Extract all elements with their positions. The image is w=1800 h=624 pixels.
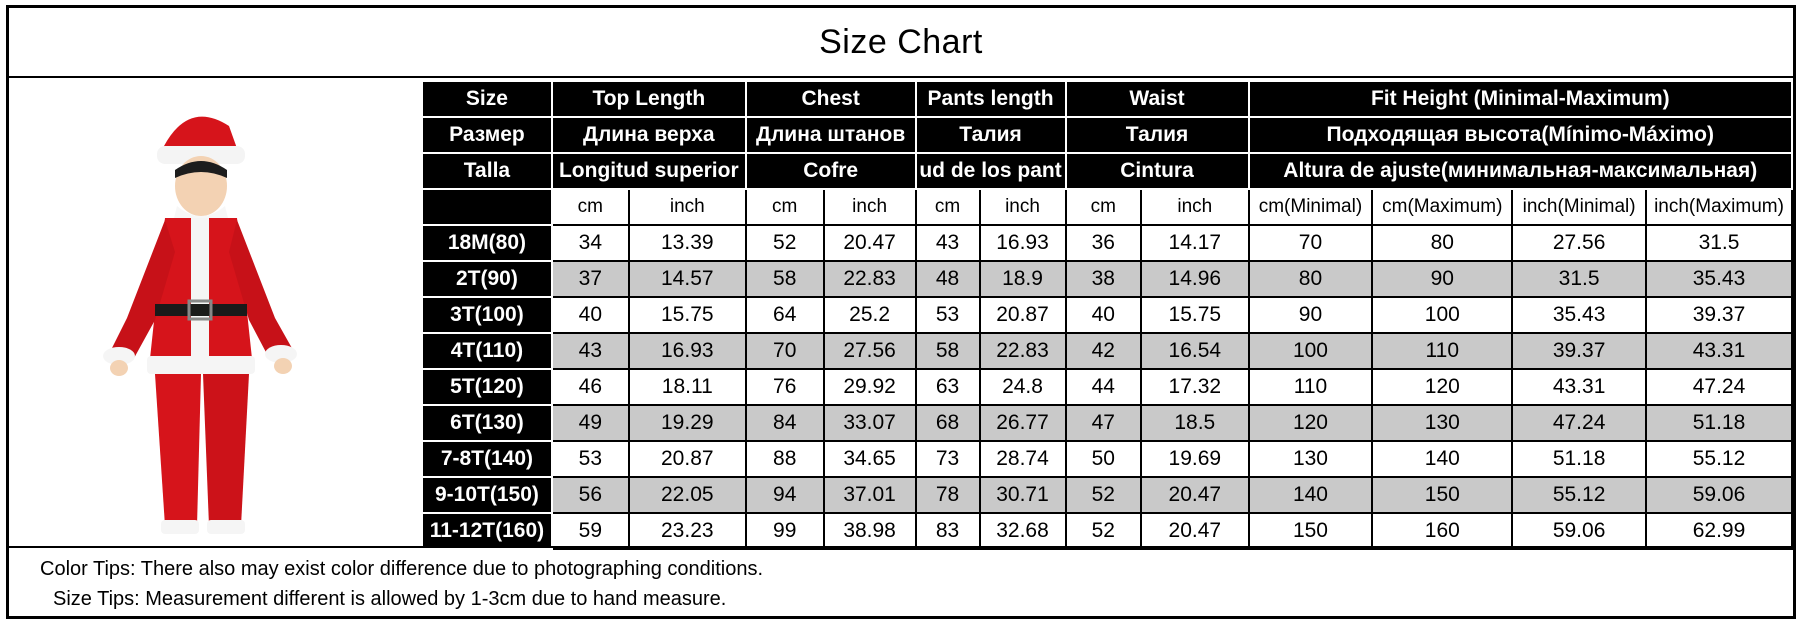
table-cell: 49 bbox=[552, 405, 629, 441]
unit-cell: inch bbox=[824, 189, 916, 225]
table-row bbox=[422, 441, 1792, 477]
table-cell: 43.31 bbox=[1512, 369, 1646, 405]
table-cell: 110 bbox=[1372, 333, 1512, 369]
unit-cell: inch bbox=[1141, 189, 1249, 225]
table-row bbox=[422, 477, 1792, 513]
table-cell: 51.18 bbox=[1512, 441, 1646, 477]
header-row-russian bbox=[422, 117, 1792, 153]
table-cell: 62.99 bbox=[1646, 513, 1792, 549]
unit-cell: cm(Maximum) bbox=[1372, 189, 1512, 225]
table-cell: 39.37 bbox=[1646, 297, 1792, 333]
table-cell: 100 bbox=[1372, 297, 1512, 333]
size-table bbox=[421, 80, 1793, 550]
table-cell: 120 bbox=[1372, 369, 1512, 405]
table-cell: 34 bbox=[552, 225, 629, 261]
header-top-length: Top Length bbox=[552, 81, 746, 117]
table-cell: 16.93 bbox=[980, 225, 1066, 261]
size-tip: Size Tips: Measurement different is allowed by 1-3cm due to hand measure. bbox=[53, 588, 727, 610]
table-cell: 20.47 bbox=[1141, 477, 1249, 513]
tips-footer bbox=[9, 546, 1793, 616]
table-cell: 13.39 bbox=[629, 225, 746, 261]
table-cell: 23.23 bbox=[629, 513, 746, 549]
table-cell: 20.47 bbox=[824, 225, 916, 261]
table-cell: 150 bbox=[1249, 513, 1373, 549]
table-cell: 39.37 bbox=[1512, 333, 1646, 369]
table-cell: 31.5 bbox=[1512, 261, 1646, 297]
table-cell: 43.31 bbox=[1646, 333, 1792, 369]
table-row bbox=[422, 513, 1792, 549]
table-cell: 84 bbox=[746, 405, 824, 441]
table-cell: 14.57 bbox=[629, 261, 746, 297]
header-waist: Waist bbox=[1066, 81, 1249, 117]
table-cell: 42 bbox=[1066, 333, 1142, 369]
table-row bbox=[422, 405, 1792, 441]
table-cell: 110 bbox=[1249, 369, 1373, 405]
table-cell: 31.5 bbox=[1646, 225, 1792, 261]
table-cell: 59 bbox=[552, 513, 629, 549]
table-cell: 25.2 bbox=[824, 297, 916, 333]
header-chest: Cofre bbox=[746, 153, 916, 189]
table-cell: 120 bbox=[1249, 405, 1373, 441]
table-cell: 32.68 bbox=[980, 513, 1066, 549]
table-cell: 37.01 bbox=[824, 477, 916, 513]
table-cell: 90 bbox=[1249, 297, 1373, 333]
table-cell: 78 bbox=[916, 477, 980, 513]
unit-cell: inch(Minimal) bbox=[1512, 189, 1646, 225]
size-label: 9-10T(150) bbox=[422, 477, 552, 513]
table-cell: 19.69 bbox=[1141, 441, 1249, 477]
page-title: Size Chart bbox=[9, 8, 1793, 78]
table-cell: 70 bbox=[1249, 225, 1373, 261]
table-cell: 18.5 bbox=[1141, 405, 1249, 441]
table-cell: 83 bbox=[916, 513, 980, 549]
units-row bbox=[422, 189, 1792, 225]
table-cell: 150 bbox=[1372, 477, 1512, 513]
table-cell: 14.17 bbox=[1141, 225, 1249, 261]
table-cell: 58 bbox=[916, 333, 980, 369]
table-row bbox=[422, 297, 1792, 333]
table-cell: 26.77 bbox=[980, 405, 1066, 441]
size-chart-frame bbox=[6, 5, 1796, 619]
size-label: 3T(100) bbox=[422, 297, 552, 333]
table-cell: 52 bbox=[1066, 513, 1142, 549]
table-cell: 22.83 bbox=[980, 333, 1066, 369]
table-cell: 56 bbox=[552, 477, 629, 513]
table-cell: 34.65 bbox=[824, 441, 916, 477]
size-label: 2T(90) bbox=[422, 261, 552, 297]
unit-cell: cm bbox=[552, 189, 629, 225]
size-label: 11-12T(160) bbox=[422, 513, 552, 549]
table-cell: 43 bbox=[916, 225, 980, 261]
unit-cell: inch bbox=[980, 189, 1066, 225]
header-top-length: Longitud superior bbox=[552, 153, 746, 189]
table-cell: 90 bbox=[1372, 261, 1512, 297]
table-cell: 73 bbox=[916, 441, 980, 477]
table-cell: 100 bbox=[1249, 333, 1373, 369]
table-cell: 76 bbox=[746, 369, 824, 405]
unit-cell: cm bbox=[746, 189, 824, 225]
table-cell: 43 bbox=[552, 333, 629, 369]
header-waist: Талия bbox=[1066, 117, 1249, 153]
unit-cell: cm bbox=[1066, 189, 1142, 225]
header-row-english bbox=[422, 81, 1792, 117]
size-label: 5T(120) bbox=[422, 369, 552, 405]
table-cell: 44 bbox=[1066, 369, 1142, 405]
table-cell: 52 bbox=[746, 225, 824, 261]
table-cell: 37 bbox=[552, 261, 629, 297]
table-row bbox=[422, 261, 1792, 297]
header-pants-length: Талия bbox=[916, 117, 1066, 153]
table-cell: 47.24 bbox=[1646, 369, 1792, 405]
table-cell: 15.75 bbox=[1141, 297, 1249, 333]
table-cell: 59.06 bbox=[1646, 477, 1792, 513]
unit-cell: inch(Maximum) bbox=[1646, 189, 1792, 225]
table-cell: 70 bbox=[746, 333, 824, 369]
header-pants-length: ud de los pant bbox=[916, 153, 1066, 189]
table-cell: 20.87 bbox=[980, 297, 1066, 333]
header-fit-height: Fit Height (Minimal-Maximum) bbox=[1249, 81, 1792, 117]
color-tip: Color Tips: There also may exist color difference due to photographing conditions. bbox=[40, 558, 764, 580]
header-chest: Длина штанов bbox=[746, 117, 916, 153]
header-size: Размер bbox=[422, 117, 552, 153]
table-cell: 16.54 bbox=[1141, 333, 1249, 369]
table-cell: 29.92 bbox=[824, 369, 916, 405]
table-cell: 14.96 bbox=[1141, 261, 1249, 297]
table-cell: 47 bbox=[1066, 405, 1142, 441]
table-cell: 59.06 bbox=[1512, 513, 1646, 549]
table-cell: 80 bbox=[1249, 261, 1373, 297]
table-cell: 27.56 bbox=[1512, 225, 1646, 261]
table-cell: 18.11 bbox=[629, 369, 746, 405]
table-cell: 55.12 bbox=[1512, 477, 1646, 513]
unit-cell: inch bbox=[629, 189, 746, 225]
table-cell: 40 bbox=[552, 297, 629, 333]
header-chest: Chest bbox=[746, 81, 916, 117]
table-cell: 130 bbox=[1249, 441, 1373, 477]
unit-cell bbox=[422, 189, 552, 225]
size-rows bbox=[422, 225, 1792, 549]
product-photo bbox=[69, 106, 369, 552]
table-cell: 20.87 bbox=[629, 441, 746, 477]
table-cell: 36 bbox=[1066, 225, 1142, 261]
table-cell: 53 bbox=[552, 441, 629, 477]
table-cell: 52 bbox=[1066, 477, 1142, 513]
table-cell: 47.24 bbox=[1512, 405, 1646, 441]
table-cell: 40 bbox=[1066, 297, 1142, 333]
size-label: 4T(110) bbox=[422, 333, 552, 369]
header-top-length: Длина верха bbox=[552, 117, 746, 153]
table-cell: 48 bbox=[916, 261, 980, 297]
table-row bbox=[422, 225, 1792, 261]
table-cell: 17.32 bbox=[1141, 369, 1249, 405]
unit-cell: cm(Minimal) bbox=[1249, 189, 1373, 225]
header-fit-height: Altura de ajuste(минимальная-максимальная) bbox=[1249, 153, 1792, 189]
table-cell: 19.29 bbox=[629, 405, 746, 441]
table-cell: 15.75 bbox=[629, 297, 746, 333]
table-cell: 51.18 bbox=[1646, 405, 1792, 441]
table-cell: 35.43 bbox=[1646, 261, 1792, 297]
size-label: 7-8T(140) bbox=[422, 441, 552, 477]
table-row bbox=[422, 369, 1792, 405]
header-fit-height: Подходящая высота(Mínimo-Máximo) bbox=[1249, 117, 1792, 153]
table-cell: 16.93 bbox=[629, 333, 746, 369]
header-pants-length: Pants length bbox=[916, 81, 1066, 117]
table-cell: 46 bbox=[552, 369, 629, 405]
table-cell: 55.12 bbox=[1646, 441, 1792, 477]
table-cell: 99 bbox=[746, 513, 824, 549]
table-cell: 22.05 bbox=[629, 477, 746, 513]
size-label: 18M(80) bbox=[422, 225, 552, 261]
size-label: 6T(130) bbox=[422, 405, 552, 441]
table-cell: 140 bbox=[1249, 477, 1373, 513]
table-cell: 27.56 bbox=[824, 333, 916, 369]
table-cell: 160 bbox=[1372, 513, 1512, 549]
table-cell: 64 bbox=[746, 297, 824, 333]
table-cell: 80 bbox=[1372, 225, 1512, 261]
table-cell: 58 bbox=[746, 261, 824, 297]
table-cell: 28.74 bbox=[980, 441, 1066, 477]
table-cell: 38.98 bbox=[824, 513, 916, 549]
table-cell: 18.9 bbox=[980, 261, 1066, 297]
table-row bbox=[422, 333, 1792, 369]
header-size: Size bbox=[422, 81, 552, 117]
table-cell: 30.71 bbox=[980, 477, 1066, 513]
header-size: Talla bbox=[422, 153, 552, 189]
table-cell: 63 bbox=[916, 369, 980, 405]
table-cell: 53 bbox=[916, 297, 980, 333]
table-cell: 130 bbox=[1372, 405, 1512, 441]
table-cell: 88 bbox=[746, 441, 824, 477]
table-cell: 140 bbox=[1372, 441, 1512, 477]
table-cell: 50 bbox=[1066, 441, 1142, 477]
table-cell: 22.83 bbox=[824, 261, 916, 297]
table-cell: 94 bbox=[746, 477, 824, 513]
table-cell: 24.8 bbox=[980, 369, 1066, 405]
header-waist: Cintura bbox=[1066, 153, 1249, 189]
table-cell: 33.07 bbox=[824, 405, 916, 441]
header-row-spanish bbox=[422, 153, 1792, 189]
table-cell: 20.47 bbox=[1141, 513, 1249, 549]
table-cell: 68 bbox=[916, 405, 980, 441]
table-cell: 38 bbox=[1066, 261, 1142, 297]
unit-cell: cm bbox=[916, 189, 980, 225]
table-cell: 35.43 bbox=[1512, 297, 1646, 333]
